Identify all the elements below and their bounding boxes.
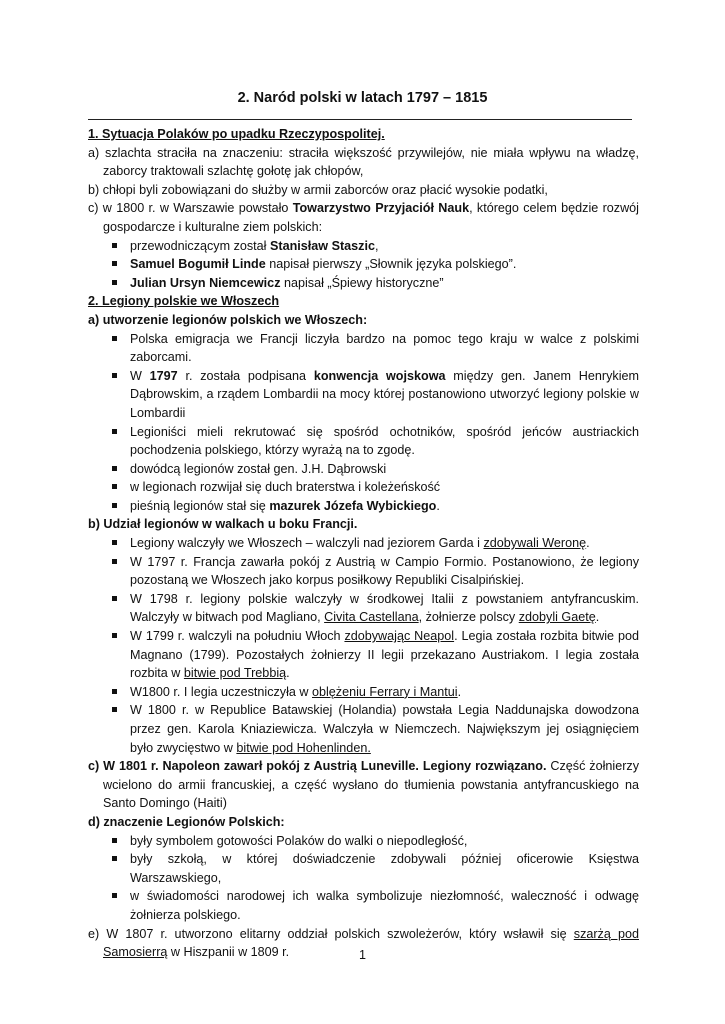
page-number: 1 xyxy=(358,948,366,962)
section-2-heading: 2. Legiony polskie we Włoszech xyxy=(88,294,280,309)
list-item: Julian Ursyn Niemcewicz napisał „Śpiewy historyczne” xyxy=(88,274,639,293)
section-2-d-heading: d) znaczenie Legionów Polskich: xyxy=(88,814,285,829)
section-2-b-list xyxy=(88,534,639,757)
list-item: W 1800 r. w Republice Batawskiej (Holandia) powstała Legia Naddunajska dowodzona przez gen. Karola Kniaziewicza. Walczyła w Niemczech. Największym jej osiągnięciem było zwycięstwo w bitwie pod Hohenlinden. xyxy=(88,701,639,757)
section-2-point-e: e) W 1807 r. utworzono elitarny oddział polskich szwoleżerów, który wsławił się szarżą pod Samosierrą w Hiszpanii w 1809 r. xyxy=(88,926,639,960)
document-body xyxy=(88,125,639,962)
list-item: dowódcą legionów został gen. J.H. Dąbrowski xyxy=(88,460,639,479)
section-2-point-c: c) W 1801 r. Napoleon zawarł pokój z Austrią Luneville. Legiony rozwiązano. Część żołnierzy wcielono do armii francuskiej, a część wysłano do tłumienia powstania antyfrancuskiego na Santo Domingo (Haiti) xyxy=(88,759,639,811)
list-item: W1800 r. I legia uczestniczyła w oblężeniu Ferrary i Mantui. xyxy=(88,683,639,702)
page-title: 2. Naród polski w latach 1797 – 1815 xyxy=(237,90,488,106)
list-item: Polska emigracja we Francji liczyła bardzo na pomoc tego kraju w walce z polskimi zaborcami. xyxy=(88,330,639,367)
section-1-point-c: c) w 1800 r. w Warszawie powstało Towarzystwo Przyjaciół Nauk, którego celem będzie rozwój gospodarcze i kulturalne ziem polskich: xyxy=(88,201,639,234)
list-item: w świadomości narodowej ich walka symbolizuje niezłomność, waleczność i odwagę żołnierza polskiego. xyxy=(88,887,639,924)
list-item: W 1797 r. została podpisana konwencja wojskowa między gen. Janem Henrykiem Dąbrowskim, a rządem Lombardii na mocy której postanowiono utworzyć legiony polskie w Lombardii xyxy=(88,367,639,423)
list-item: W 1798 r. legiony polskie walczyły w środkowej Italii z powstaniem antyfrancuskim. Walczyły w bitwach pod Magliano, Civita Castellana, żołnierze polscy zdobyli Gaetę. xyxy=(88,590,639,627)
list-item: w legionach rozwijał się duch braterstwa i koleżeńskość xyxy=(88,478,639,497)
list-item: przewodniczącym został Stanisław Staszic, xyxy=(88,237,639,256)
section-1-point-b: b) chłopi byli zobowiązani do służby w armii zaborców oraz płacić wysokie podatki, xyxy=(88,182,548,197)
list-item: Legiony walczyły we Włoszech – walczyli nad jeziorem Garda i zdobywali Weronę. xyxy=(88,534,639,553)
list-item: były szkołą, w której doświadczenie zdobywali później oficerowie Księstwa Warszawskiego, xyxy=(88,850,639,887)
list-item: W 1799 r. walczyli na południu Włoch zdobywając Neapol. Legia została rozbita bitwie pod Magnano (1799). Pozostałych żołnierzy II legii przekazano Austriakom. I legia została rozbita w bitwie pod Trebbią. xyxy=(88,627,639,683)
section-2-b-heading: b) Udział legionów w walkach u boku Francji. xyxy=(88,517,358,532)
section-2-a-heading: a) utworzenie legionów polskich we Włoszech: xyxy=(88,312,368,327)
title-divider xyxy=(88,119,632,120)
list-item: były symbolem gotowości Polaków do walki o niepodległość, xyxy=(88,832,639,851)
section-1-heading: 1. Sytuacja Polaków po upadku Rzeczypospolitej. xyxy=(88,127,385,141)
section-1-point-a: a) szlachta straciła na znaczeniu: straciła większość przywilejów, nie miała wpływu na władzę, zaborcy traktowali szlachtę gołotę jak chłopów, xyxy=(88,145,639,179)
list-item: pieśnią legionów stał się mazurek Józefa Wybickiego. xyxy=(88,497,639,516)
list-item: W 1797 r. Francja zawarła pokój z Austrią w Campio Formio. Postanowiono, że legiony pozostaną we Włoszech jako korpus posiłkowy Republiki Cisalpińskiej. xyxy=(88,553,639,590)
section-2-a-list xyxy=(88,330,639,516)
section-2-d-list xyxy=(88,832,639,925)
list-item: Legioniści mieli rekrutować się spośród ochotników, spośród jeńców austriackich pochodzenia polskiego, którzy wyrażą na to zgodę. xyxy=(88,423,639,460)
section-1-c-list xyxy=(88,237,639,293)
list-item: Samuel Bogumił Linde napisał pierwszy „Słownik języka polskiego”. xyxy=(88,255,639,274)
